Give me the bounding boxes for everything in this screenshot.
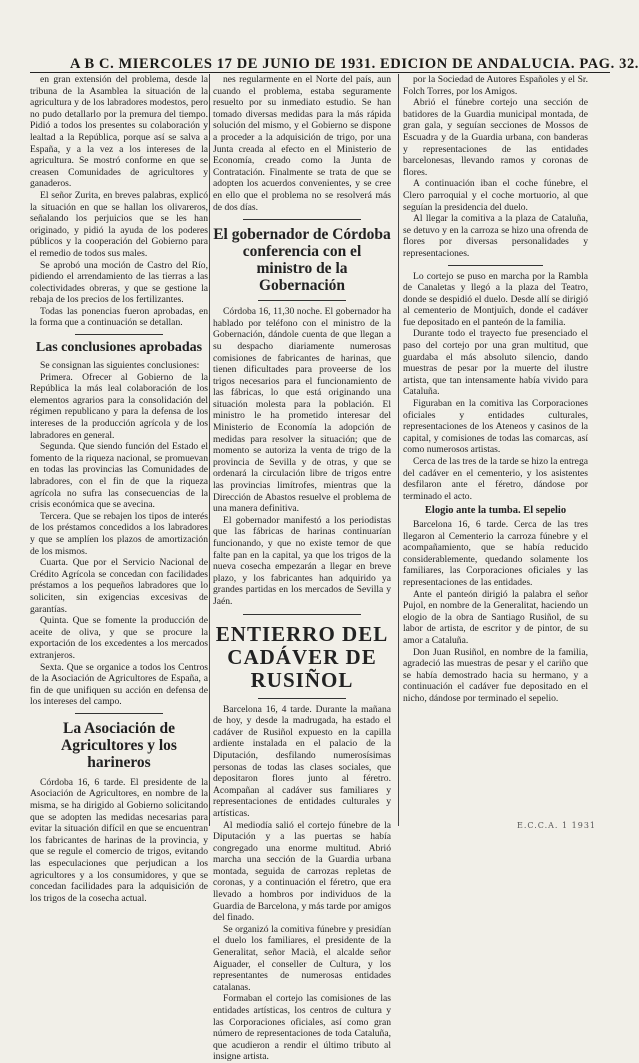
paragraph: Barcelona 16, 6 tarde. Cerca de las tres llegaron al Cementerio la carroza fúnebre y el acompañamiento, que se había reducido considerablemente, quedando solamente los familiares, las Corporaciones oficiales y las representaciones de las entidades. (403, 518, 588, 588)
divider (243, 219, 361, 220)
section-heading: Elogio ante la tumba. El sepelio (424, 505, 567, 517)
divider (75, 713, 163, 714)
paragraph: Cerca de las tres de la tarde se hizo la entrega del cadáver en el cementerio, y los asistentes desfilaron ante el féretro, dándose por terminado el acto. (403, 456, 588, 502)
article-body (30, 360, 208, 708)
paragraph: Sexta. Que se organice a todos los Centros de la Asociación de Agricultores de España, a fin de que unifiquen su acción en defensa de los intereses del campo. (30, 661, 208, 708)
paragraph: Cuarta. Que por el Servicio Nacional de Crédito Agrícola se concedan con facilidades préstamos a los pequeños labradores que lo soliciten, sin exigencias excesivas de garantías. (30, 557, 208, 615)
header-rule (30, 72, 610, 73)
column-2 (213, 74, 391, 1063)
paragraph: Córdoba 16, 6 tarde. El presidente de la Asociación de Agricultores, en nombre de la misma, se ha dirigido al Gobierno solicitando que se adopten las medidas necesarias para evitar la situación difícil en que se encuentran los fabricantes de harinas de la provincia, y que se regule el comercio de trigos, evitando las especulaciones que perjudican a los agricultores y a los consumidores, y que se concedan facilidades para la adquisición de los trigos de la cosecha actual. (30, 776, 208, 904)
paragraph: Al mediodía salió el cortejo fúnebre de la Diputación y a las puertas se había congregado una enorme multitud. Abrió marcha una sección de la Guardia urbana montada, seguida de carrozas repletas de coronas, y a continuación el féretro, que era llevado a hombros por individuos de la Guardia de Barcelona, y más tarde por amigos del finado. (213, 819, 391, 924)
column-1 (30, 74, 208, 904)
paragraph: A continuación iban el coche fúnebre, el Clero parroquial y el coche mortuorio, al que seguían la presidencia del duelo. (403, 178, 588, 213)
paragraph: Lo cortejo se puso en marcha por la Rambla de Canaletas y llegó a la plaza del Teatro, donde se despidió el duelo. Desde allí se dirigió al cementerio de Montjuïch, donde el cadáver fue depositado en el panteón de la familia. (403, 270, 588, 328)
article-body (403, 74, 588, 260)
paragraph: Quinta. Que se fomente la producción de aceite de oliva, y que se procure la exportación de los excedentes a los mercados extranjeros. (30, 615, 208, 661)
paragraph: Se organizó la comitiva fúnebre y presidían el duelo los familiares, el presidente de la Generalitat, señor Macià, el alcalde señor Aiguader, el conseller de Cultura, y los representantes de numerosas entidades catalanas. (213, 923, 391, 993)
paragraph: nes regularmente en el Norte del país, aun cuando el problema, estaba seguramente resuelto por su inmediato estudio. Se han tomado diversas medidas para la más rápida solución del mismo, y el Gobierno se dispone a proceder a la adquisición de trigo, por una Junta creada al efecto en el Ministerio de Economía, creado como la Junta de Contratación. Finalmente se trata de que se adopten los acuerdos convenientes, y se cree en ello que el problema no se resolverá más de dos días. (213, 74, 391, 213)
paragraph: El gobernador manifestó a los periodistas que las fábricas de harinas continuarían funcionando, y que no existe temor de que falte pan en la capital, ya que los trigos de la nueva cosecha empezarán a llegar en breve plazo, y los fabricantes han adquirido ya grandes partidas en los mercados de Sevilla y Jaén. (213, 514, 391, 607)
paragraph: Durante todo el trayecto fue presenciado el paso del cortejo por una gran multitud, que guardaba el más absoluto silencio, dando muestras de pesar por la muerte del ilustre artista, que tan intensamente había vivido para Cataluña. (403, 328, 588, 398)
paragraph: El señor Zurita, en breves palabras, explicó la situación en que se hallan los olivareros, señalando los perjuicios que se les han originado, y pidió la ayuda de los poderes públicos y la cooperación del Gobierno para el remedio de todos sus males. (30, 189, 208, 259)
article-body (213, 704, 391, 1063)
paragraph: Al llegar la comitiva a la plaza de Cataluña, se detuvo y en la carroza se hizo una ofrenda de flores por diversas personalidades y representaciones. (403, 213, 588, 259)
paragraph: Formaban el cortejo las comisiones de las entidades artísticas, los centros de cultura y las Corporaciones oficiales, así como gran número de representaciones de toda Cataluña, que acudieron a rendir el último tributo al insigne artista. (213, 993, 391, 1063)
article-body (30, 777, 208, 905)
paragraph: Ante el panteón dirigió la palabra el señor Pujol, en nombre de la Generalitat, haciendo un elogio de la obra de Santiago Rusiñol, de su labor de artista, de escritor y de pintor, de su amor a Cataluña. (403, 588, 588, 646)
article-body (403, 271, 588, 503)
article-body (213, 306, 391, 607)
paragraph: en gran extensión del problema, desde la tribuna de la Asamblea la situación de la agricultura y de los labradores modestos, pero no pudo detallarlo por la premura del tiempo. Pidió a todos los presentes su colaboración y lealtad a la República, porque así se salva a España, y a la vez a los intereses de la agricultura. Se mostró conforme en que se creasen Comunidades de agricultores y ganaderos. (30, 74, 208, 190)
paragraph: Se consignan las siguientes conclusiones: (40, 360, 200, 372)
article-body (403, 519, 588, 705)
paragraph: Abrió el fúnebre cortejo una sección de batidores de la Guardia municipal montada, de gran gala, y seguían secciones de Mossos de Escuadra y de la Guardia urbana, con banderas y representaciones de las entidades barcelonesas, llevando ramos y coronas de flores. (403, 97, 588, 178)
footer-code: E.C.C.A. 1 1931 (517, 821, 596, 830)
paragraph: Figuraban en la comitiva las Corporaciones oficiales y entidades culturales, representaciones de los Ateneos y casinos de la capital, y comisiones de todas las comarcas, así como numerosos artistas. (403, 398, 588, 456)
article-body (213, 74, 391, 213)
divider (258, 300, 346, 301)
headline: ENTIERRO DEL CADÁVER DE RUSIÑOL (215, 621, 389, 692)
paragraph: Don Juan Rusiñol, en nombre de la familia, agradeció las muestras de pesar y el cariño que se había demostrado hacia su hermano, y a continuación el cadáver fue depositado en el nicho, dándose por terminado el sepelio. (403, 646, 588, 704)
column-3 (403, 74, 588, 828)
paragraph: Primera. Ofrecer al Gobierno de la República la más leal colaboración de los elementos agrarios para la consolidación del régimen republicano y para la defensa de los intereses de la producción agrícola y de los labradores en general. (30, 371, 208, 441)
paragraph: Córdoba 16, 11,30 noche. El gobernador ha hablado por teléfono con el ministro de la Gobernación, dándole cuenta de que llegan a su despacho diariamente numerosas comisiones de fabricantes de harinas, que tienen dificultades para proveerse de los trigos necesarios para el funcionamiento de las fábricas, lo que está originando una situación molesta para la población. El ministro le ha prometido interesar del Ministerio de Economía la adopción de medidas para resolver la situación; que de momento se autoriza la venta de trigo de la provincia de Sevilla y de otras, y que se ordenará la circulación libre de trigos entre las provincias limítrofes, mientras que la Dirección de Abastos resuelve el problema de una manera definitiva. (213, 306, 391, 515)
article-body (30, 74, 208, 329)
paragraph: Segunda. Que siendo función del Estado el fomento de la riqueza nacional, se promuevan en todas las provincias las Comunidades de labradores, con el fin de que la riqueza agrícola no sufra las consecuencias de la crisis económica que se avecina. (30, 441, 208, 511)
section-heading: Las conclusiones aprobadas (35, 340, 203, 356)
divider (243, 614, 361, 615)
section-heading: El gobernador de Córdoba conferencia con el ministro de la Gobernación (213, 226, 391, 295)
section-heading: La Asociación de Agricultores y los harineros (61, 719, 177, 771)
running-head: A B C. MIERCOLES 17 DE JUNIO DE 1931. EDICION DE ANDALUCIA. PAG. 32. (70, 56, 639, 72)
column-divider (209, 74, 210, 826)
paragraph: Se aprobó una moción de Castro del Río, pidiendo el arrendamiento de las tierras a las colectividades obreras, y que se gestione la rebaja de los precios de los fertilizantes. (30, 259, 208, 306)
divider (258, 698, 346, 699)
paragraph: Barcelona 16, 4 tarde. Durante la mañana de hoy, y desde la madrugada, ha estado el cadáver de Rusiñol expuesto en la capilla ardiente instalada en el palacio de la Diputación, desfilando numerosísimas personas de todas las clases sociales, que depositaron flores junto al féretro. Acompañan al cadáver sus familiares y representaciones de entidades culturales y artísticas. (213, 703, 391, 819)
paragraph: por la Sociedad de Autores Españoles y el Sr. Folch Torres, por los Amigos. (403, 74, 588, 97)
column-divider (398, 74, 399, 826)
paragraph: Tercera. Que se rebajen los tipos de interés de los préstamos concedidos a los labradores y que se amplíen los plazos de amortización de los mismos. (30, 510, 208, 557)
paragraph: Todas las ponencias fueron aprobadas, en la forma que a continuación se detallan. (30, 305, 208, 329)
divider (75, 334, 163, 335)
divider (448, 265, 543, 266)
